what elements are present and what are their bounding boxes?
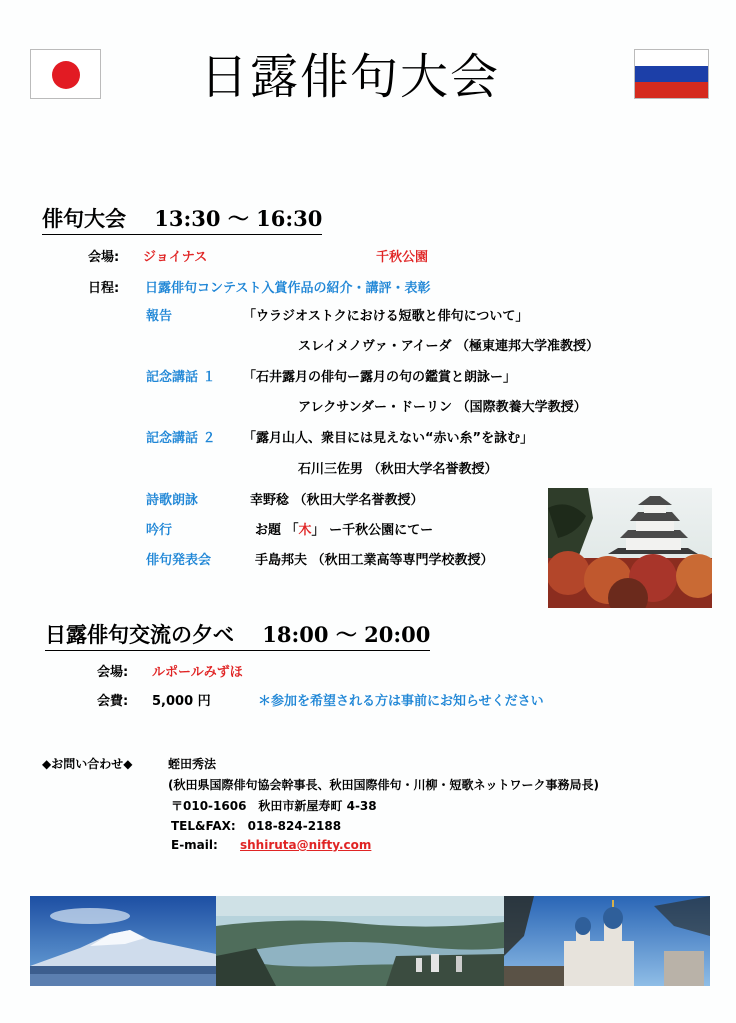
item-label: 報告 [146, 309, 173, 324]
poetry-person: 幸野稔 （秋田大学名誉教授） [250, 493, 424, 508]
castle-photo [548, 488, 712, 608]
venue-label: 会場: [88, 250, 120, 265]
item-speaker: スレイメノヴァ・アイーダ （極東連邦大学准教授） [298, 339, 600, 354]
ginko-label: 吟行 [146, 523, 173, 538]
contact-name: 蛭田秀法 [168, 757, 217, 771]
contact-address: 〒010-1606 秋田市新屋寿町 4-38 [171, 799, 377, 813]
item-speaker: 石川三佐男 （秋田大学名誉教授） [298, 462, 498, 477]
fee-note: ＊参加を希望される方は事前にお知らせください [258, 694, 544, 709]
schedule-label: 日程: [88, 281, 120, 296]
japan-flag-icon [30, 49, 101, 99]
schedule-intro: 日露俳句コンテスト入賞作品の紹介・講評・表彰 [145, 281, 431, 296]
contact-email-line [171, 838, 371, 852]
haiku-presentation-label: 俳句発表会 [146, 553, 212, 568]
ginko-topic-line: お題 「木」 ー千秋公園にてー [255, 523, 434, 538]
cathedral-photo [504, 896, 710, 986]
haiku-presentation-person: 手島邦夫 （秋田工業高等専門学校教授） [255, 553, 494, 568]
ginko-topic: 木 [298, 523, 312, 538]
fee-value: 5,000 円 [152, 694, 211, 709]
city-harbor-photo [216, 896, 504, 986]
item-label: 記念講話 ２ [146, 431, 216, 446]
mountain-photo [30, 896, 216, 986]
section-heading-exchange-evening: 日露俳句交流の夕べ 18:00 ～ 20:00 [45, 619, 430, 651]
item-title: 「石井露月の俳句ー露月の句の鑑賞と朗詠ー」 [243, 370, 517, 385]
contact-tel: TEL&FAX: 018-824-2188 [171, 819, 342, 833]
email-link[interactable]: shhiruta@nifty.com [240, 838, 372, 852]
venue-name: ルポールみずほ [152, 665, 243, 680]
contact-label: ◆お問い合わせ◆ [42, 757, 133, 771]
item-speaker: アレクサンダー・ドーリン （国際教養大学教授） [298, 400, 587, 415]
item-title: 「露月山人、衆目には見えない“赤い糸”を詠む」 [243, 431, 534, 446]
venue-name: ジョイナス [143, 250, 208, 265]
fee-label: 会費: [97, 694, 129, 709]
item-label: 記念講話 １ [146, 370, 216, 385]
venue-park: 千秋公園 [376, 250, 429, 265]
russia-flag-icon [634, 49, 709, 99]
page-title: 日露俳句大会 [200, 49, 501, 105]
section-heading-haiku-contest: 俳句大会 13:30 ～ 16:30 [42, 203, 322, 235]
contact-affiliation: (秋田県国際俳句協会幹事長、秋田国際俳句・川柳・短歌ネットワーク事務局長) [168, 778, 599, 792]
item-title: 「ウラジオストクにおける短歌と俳句について」 [243, 309, 529, 324]
poetry-label: 詩歌朗詠 [146, 493, 199, 508]
email-label: E-mail: [171, 838, 218, 852]
venue-label: 会場: [97, 665, 129, 680]
